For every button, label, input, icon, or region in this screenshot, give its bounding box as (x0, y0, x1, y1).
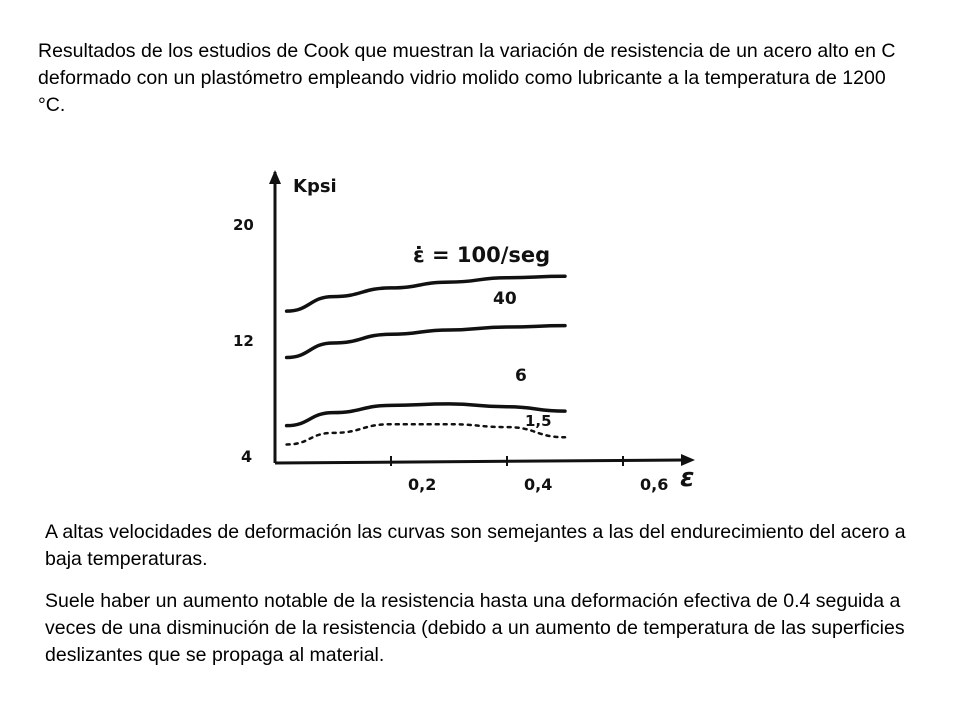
conclusion-paragraph: Suele haber un aumento notable de la resistencia hasta una deformación efectiva de 0.4 seguida a veces de una disminución de la resistencia (debido a un aumento de temperatura de las superficies deslizantes que se propaga al material. (45, 590, 905, 666)
curve-series-1 (287, 326, 565, 358)
x-axis-label: ε (680, 463, 695, 493)
curve-series-2 (287, 404, 565, 426)
y-tick-label-12: 12 (233, 332, 254, 350)
x-tick-label-0-2: 0,2 (408, 475, 437, 494)
y-axis-arrow (269, 170, 281, 184)
series-label-6: 6 (515, 366, 527, 386)
y-tick-label-20: 20 (233, 216, 254, 234)
intro-paragraph: Resultados de los estudios de Cook que muestran la variación de resistencia de un acero alto en C deformado con un plastómetro empleando vidrio molido como lubricante a la temperatura de 1200 °C. (38, 40, 896, 116)
strain-rate-curves (287, 276, 565, 444)
y-axis-label: Kpsi (293, 176, 337, 197)
curve-series-0 (287, 276, 565, 311)
x-tick-label-0-6: 0,6 (640, 475, 669, 494)
series-label-100: ε̇ = 100/seg (413, 243, 551, 267)
x-tick-label-0-4: 0,4 (524, 475, 553, 494)
curve-series-3 (287, 424, 565, 444)
y-tick-label-4: 4 (241, 447, 253, 466)
series-label-1-5: 1,5 (525, 412, 552, 430)
strength-strain-chart (225, 150, 725, 500)
series-label-40: 40 (493, 289, 517, 309)
chart-axes (269, 170, 695, 466)
chart-labels (233, 176, 694, 494)
observation-paragraph: A altas velocidades de deformación las curvas son semejantes a las del endurecimiento del acero a baja temperaturas. (45, 521, 906, 570)
